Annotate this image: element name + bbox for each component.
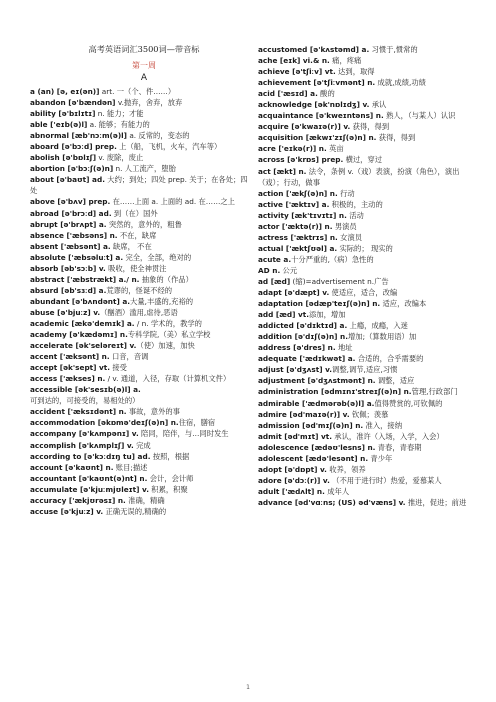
vocab-entry xyxy=(258,210,476,221)
entry-word: accumulate [ə'kjuːmjʊleɪt] v. xyxy=(30,484,149,494)
entry-word: acre ['eɪkə(r)] n. xyxy=(258,144,327,154)
entry-definition: 实际的； 现实的 xyxy=(337,243,393,253)
entry-definition: 推进，促进；前进 xyxy=(405,497,467,507)
entry-word: acknowledge [ək'nɒlɪdʒ] v. xyxy=(258,100,370,110)
entry-word: able ['eɪb(ə)l] xyxy=(30,120,88,130)
vocab-entry xyxy=(30,384,250,406)
entry-word: acquire [ə'kwaɪə(r)] v. xyxy=(258,122,351,132)
vocab-entry xyxy=(258,420,476,431)
entry-definition: 接受 xyxy=(110,363,127,373)
entry-word: about [ə'baʊt] ad. xyxy=(30,175,105,185)
entry-definition: 达到，取得 xyxy=(335,67,375,77)
vocab-entry xyxy=(258,232,476,243)
vocab-entry xyxy=(30,428,250,439)
entry-definition: 会计，会计师 xyxy=(147,473,194,483)
vocab-entry xyxy=(30,263,250,274)
entry-definition: 调整，适应 xyxy=(375,376,415,386)
entry-word: abortion [ə'bɔːʃ(ə)n] xyxy=(30,164,114,174)
entry-definition: 住宿，膳宿 xyxy=(178,418,216,428)
entry-definition: 青少年 xyxy=(368,453,393,463)
vocab-entry xyxy=(258,265,476,276)
vocab-entry xyxy=(258,166,476,188)
entry-definition: art. 一（个、件……） xyxy=(99,87,176,96)
entry-word: academic [ækə'demɪk] a. xyxy=(30,318,135,328)
vocab-entry xyxy=(258,364,476,375)
vocab-entry xyxy=(258,309,476,320)
vocab-entry xyxy=(258,254,476,265)
entry-word: activity [æk'tɪvɪtɪ] n. xyxy=(258,210,347,220)
entry-definition: 完成 xyxy=(133,440,151,450)
vocab-entry xyxy=(30,97,250,108)
vocab-entry xyxy=(258,431,476,442)
entry-definition: 承认 xyxy=(369,100,387,110)
vocab-entry xyxy=(30,230,250,241)
vocab-entry xyxy=(30,174,250,196)
entry-word: adolescence [ædəʊ'lesns] n. xyxy=(258,442,376,452)
entry-definition: 行动 xyxy=(337,188,355,198)
entry-definition: 钦佩；羡慕 xyxy=(349,409,389,419)
entry-definition: 可到达的，可接受的，易相处的） xyxy=(30,396,140,406)
vocab-entry xyxy=(30,406,250,417)
entry-word: absent ['æbsənt] a. xyxy=(30,241,111,251)
entry-definition: 事故，意外的事 xyxy=(126,407,180,417)
entry-word: accessible [ək'sesɪb(ə)l] a. xyxy=(30,385,141,395)
vocab-entry xyxy=(30,219,250,230)
entry-word: admission [əd'mɪʃ(ə)n] n. xyxy=(258,420,364,430)
vocab-entry xyxy=(258,110,476,121)
vocab-entry xyxy=(30,351,250,362)
entry-definition: (缩)=advertisement n.广告 xyxy=(290,276,389,286)
entry-definition: 获得，得到 xyxy=(376,133,416,143)
vocab-entry xyxy=(30,373,250,384)
entry-definition: 青春，青春期 xyxy=(375,442,422,452)
entry-word: abstract ['æbstrækt] a./ n. xyxy=(30,274,140,284)
entry-definition: 成就,成绩,功绩 xyxy=(375,78,426,88)
vocab-entry xyxy=(30,252,250,263)
entry-definition: 按照，根据 xyxy=(150,451,190,461)
entry-word: ability [ə'bɪlɪtɪ] xyxy=(30,109,96,119)
entry-word: accept [ək'sept] vt. xyxy=(30,363,111,373)
vocab-entry xyxy=(258,77,476,88)
entry-definition: 荒谬的，怪诞不经的 xyxy=(106,285,173,295)
vocab-entry xyxy=(258,55,476,66)
entry-word: adult ['ædʌlt] n. xyxy=(258,486,325,496)
left-column xyxy=(30,86,250,517)
vocab-entry xyxy=(258,276,476,287)
vocab-entry xyxy=(30,340,250,351)
entry-definition: 管理,行政部门 xyxy=(411,387,458,397)
entry-definition: （不用于进行时）热爱，爱慕某人 xyxy=(329,475,442,485)
entry-definition: a. 反常的，变态的 xyxy=(127,131,190,141)
entry-definition: 专科学院,（美）私立学校 xyxy=(127,330,211,340)
entry-definition: 英亩 xyxy=(326,144,344,154)
vocab-entry xyxy=(258,221,476,232)
entry-definition: 上（船，飞机，火车，汽车等） xyxy=(116,142,222,152)
entry-word: absurd [əb'sɜːd] a. xyxy=(30,285,107,295)
entry-definition: 痛，疼痛 xyxy=(329,56,362,66)
entry-definition: 在……上面 a. 上面的 ad. 在……之上 xyxy=(110,197,235,207)
entry-definition: 大量,丰盛的,充裕的 xyxy=(130,296,194,306)
entry-definition: 成年人 xyxy=(324,486,350,496)
week-heading: 第一周 xyxy=(132,61,156,70)
vocab-entry xyxy=(30,163,250,174)
vocab-entry xyxy=(258,243,476,254)
entry-definition: 完全，全部，绝对的 xyxy=(123,252,192,262)
entry-word: admirable ['ædmərəb(ə)l] a. xyxy=(258,398,375,408)
vocab-entry xyxy=(30,506,250,517)
vocab-entry xyxy=(30,473,250,484)
entry-word: adapt [ə'dæpt] v. xyxy=(258,288,330,298)
entry-word: absence ['æbsəns] n. xyxy=(30,230,118,240)
vocab-entry xyxy=(258,486,476,497)
vocab-entry xyxy=(30,495,250,506)
entry-word: advance [əd'vɑːns; (US) əd'væns] v. xyxy=(258,497,406,507)
entry-definition: 突然的，意外的，粗鲁 xyxy=(106,219,182,229)
entry-definition: （酗酒）滥用,虐待,恶语 xyxy=(100,307,178,317)
entry-definition: 活动 xyxy=(346,210,364,220)
vocab-entry xyxy=(258,154,476,165)
vocab-entry xyxy=(258,409,476,420)
entry-definition: （使）加速，加快 xyxy=(136,341,195,351)
entry-definition: 积极的，主动的 xyxy=(329,199,383,209)
entry-definition: 习惯于,惯常的 xyxy=(369,45,418,54)
vocab-entry xyxy=(258,342,476,353)
entry-word: addicted [ə'dɪktɪd] a. xyxy=(258,321,348,331)
entry-definition: a. 能够；有能力的 xyxy=(87,120,150,130)
vocab-entry xyxy=(30,241,250,252)
entry-word: absolute ['æbsəluːt] a. xyxy=(30,252,124,262)
entry-definition: 获得，得到 xyxy=(350,122,390,132)
entry-definition: 值得赞赏的,可钦佩的 xyxy=(374,398,443,408)
entry-word: abrupt [ə'brʌpt] a. xyxy=(30,219,107,229)
entry-definition: 准确，精确 xyxy=(125,495,165,505)
entry-word: abuse [ə'bjuːz] v. xyxy=(30,307,101,317)
entry-word: adjustment [ə'dʒʌstmənt] n. xyxy=(258,376,376,386)
entry-definition: 调整,调节,适应,习惯 xyxy=(332,365,398,375)
vocab-entry xyxy=(30,451,250,462)
entry-word: accuse [ə'kjuːz] v. xyxy=(30,506,104,516)
entry-word: abnormal [æb'nɔːm(ə)l] xyxy=(30,131,127,141)
entry-word: achieve [ə'tʃiːv] vt. xyxy=(258,67,336,77)
entry-definition: 使适应，适合，改编 xyxy=(329,288,398,298)
entry-definition: 大约；到处；四处 prep. 关于；在各处；四处 xyxy=(30,175,248,196)
vocab-entry xyxy=(258,331,476,342)
vocab-entry xyxy=(258,464,476,475)
vocab-entry xyxy=(258,453,476,464)
vocab-entry xyxy=(258,298,476,309)
entry-word: achievement [ə'tʃiːvmənt] n. xyxy=(258,78,376,88)
vocab-entry xyxy=(30,329,250,340)
entry-definition: 陪同，陪伴，与…同时发生 xyxy=(138,429,229,439)
entry-word: adequate ['ædɪkwət] a. xyxy=(258,354,356,364)
entry-word: a (an) [ə, eɪ(ən)] xyxy=(30,87,100,96)
entry-word: acquaintance [ə'kweɪntəns] n. xyxy=(258,111,384,121)
entry-definition: v.抛弃，舍弃，放弃 xyxy=(115,98,183,108)
entry-word: accommodation [əkɒmə'deɪʃ(ə)n] n. xyxy=(30,418,179,428)
entry-definition: 上瘾，成瘾，入迷 xyxy=(347,321,408,331)
entry-definition: 男演员 xyxy=(332,221,357,231)
entry-definition: n. 能力；才能 xyxy=(95,109,144,119)
vocab-entry xyxy=(30,208,250,219)
entry-word: access ['ækses] n. xyxy=(30,374,106,384)
entry-definition: 不在，缺席 xyxy=(117,230,157,240)
entry-word: absorb [əb'sɔːb] v. xyxy=(30,263,106,273)
entry-word: add [æd] vt. xyxy=(258,310,310,320)
entry-word: account [ə'kaʊnt] n. xyxy=(30,462,114,472)
entry-definition: 添加，增加 xyxy=(309,310,346,320)
vocab-entry xyxy=(30,318,250,329)
entry-definition: 合适的，合乎需要的 xyxy=(355,354,424,364)
entry-word: according to [ə'kɔːdɪŋ tu] ad. xyxy=(30,451,151,461)
vocab-entry xyxy=(30,307,250,318)
vocab-entry xyxy=(30,141,250,152)
entry-word: act [ækt] n. xyxy=(258,166,307,176)
entry-definition: 公元 xyxy=(280,265,298,275)
entry-word: accuracy ['ækjʊrəsɪ] n. xyxy=(30,495,126,505)
vocab-entry xyxy=(258,132,476,143)
vocab-entry xyxy=(30,196,250,207)
vocab-entry xyxy=(30,462,250,473)
vocab-entry xyxy=(258,375,476,386)
entry-word: accountant [ə'kaʊnt(ə)nt] n. xyxy=(30,473,148,483)
entry-definition: 适应，改编本 xyxy=(380,299,427,309)
entry-word: across [ə'krɒs] prep. xyxy=(258,155,344,165)
vocab-entry xyxy=(30,484,250,495)
entry-word: AD n. xyxy=(258,265,281,275)
vocab-entry xyxy=(258,386,476,397)
vocab-entry xyxy=(30,285,250,296)
entry-word: active ['æktɪv] a. xyxy=(258,199,330,209)
entry-word: abandon [ə'bændən] xyxy=(30,98,116,108)
entry-definition: 账目;描述 xyxy=(113,462,148,472)
vocab-entry xyxy=(30,274,250,285)
entry-word: accompany [ə'kʌmpənɪ] v. xyxy=(30,429,139,439)
entry-definition: 准入，接纳 xyxy=(363,420,403,430)
entry-definition: 到（在）国外 xyxy=(111,208,158,218)
entry-word: action ['ækʃ(ə)n] n. xyxy=(258,188,338,198)
document-title: 高考英语词汇3500词—带音标 xyxy=(88,44,200,54)
vocab-entry xyxy=(258,398,476,409)
entry-word: acid ['æsɪd] a. xyxy=(258,89,318,99)
entry-definition: n. 人工流产，堕胎 xyxy=(113,164,176,174)
entry-word: actor ['æktə(r)] n. xyxy=(258,221,333,231)
entry-word: accident ['æksɪdənt] n. xyxy=(30,407,127,417)
entry-word: academy [ə'kædəmɪ] n. xyxy=(30,330,128,340)
entry-word: admit [əd'mɪt] vt. xyxy=(258,431,332,441)
entry-word: abundant [ə'bʌndənt] a. xyxy=(30,296,131,306)
vocab-entry xyxy=(30,417,250,428)
vocab-entry xyxy=(30,86,250,97)
entry-definition: 十分严重的,（病）急性的 xyxy=(291,254,374,264)
entry-word: accent ['æksənt] n. xyxy=(30,352,110,362)
vocab-entry xyxy=(258,99,476,110)
entry-word: administration [ədmɪnɪ'streɪʃ(ə)n] n. xyxy=(258,387,412,397)
entry-word: aboard [ə'bɔːd] prep. xyxy=(30,142,117,152)
entry-word: adore [ə'dɔː(r)] v. xyxy=(258,475,330,485)
entry-definition: 女演员 xyxy=(337,232,363,242)
entry-definition: 增加;（算数用语）加 xyxy=(348,332,417,342)
entry-definition: 口音，音调 xyxy=(109,352,149,362)
vocab-entry xyxy=(258,143,476,154)
entry-word: abolish [ə'bɒlɪʃ] xyxy=(30,153,97,163)
entry-definition: 缺席， 不在 xyxy=(110,241,152,251)
vocab-entry xyxy=(258,88,476,99)
right-column xyxy=(258,44,476,508)
entry-word: addition [ə'dɪʃ(ə)n] n. xyxy=(258,332,349,342)
entry-word: acute a. xyxy=(258,254,292,264)
entry-word: actual ['æktʃʊəl] a. xyxy=(258,243,338,253)
entry-definition: 法令，条例 v.（戏）表演，扮演（角色），演出（戏）；行动，做事 xyxy=(258,166,460,187)
entry-word: adopt [ə'dɒpt] v. xyxy=(258,464,327,474)
entry-word: admire [əd'maɪə(r)] v. xyxy=(258,409,350,419)
vocab-entry xyxy=(30,108,250,119)
entry-word: address [ə'dres] n. xyxy=(258,343,336,353)
entry-definition: 酸的 xyxy=(317,89,335,99)
entry-definition: 收养，领养 xyxy=(326,464,366,474)
entry-word: accelerate [ək'seləreɪt] v. xyxy=(30,341,137,351)
vocab-entry xyxy=(258,66,476,77)
entry-definition: / n. 学术的，教学的 xyxy=(134,318,202,328)
entry-word: accomplish [ə'kʌmplɪʃ] v. xyxy=(30,440,134,450)
entry-word: abroad [ə'brɔːd] ad. xyxy=(30,208,112,218)
vocab-entry xyxy=(258,44,476,55)
entry-definition: 承认，准许（入场，入学，入会） xyxy=(331,431,444,441)
entry-definition: 积累，积聚 xyxy=(148,484,188,494)
entry-word: actress ['æktrɪs] n. xyxy=(258,232,338,242)
entry-definition: v. 废除，废止 xyxy=(96,153,144,163)
entry-definition: / v. 通道，入径，存取（计算机文件） xyxy=(105,374,231,384)
vocab-entry xyxy=(258,199,476,210)
vocab-entry xyxy=(30,362,250,373)
vocab-entry xyxy=(258,188,476,199)
entry-word: above [ə'bʌv] prep. xyxy=(30,197,111,207)
entry-word: ad [æd] xyxy=(258,276,291,286)
entry-word: adaptation [ədæp'teɪʃ(ə)n] n. xyxy=(258,299,381,309)
letter-heading: A xyxy=(140,73,148,83)
entry-word: accustomed [ə'kʌstəmd] a. xyxy=(258,45,370,54)
entry-word: adolescent [ædə'lesənt] n. xyxy=(258,453,369,463)
entry-word: acquisition [ækwɪ'zɪʃ(ə)n] n. xyxy=(258,133,377,143)
entry-word: adjust [ə'dʒʌst] v. xyxy=(258,365,333,375)
vocab-entry xyxy=(258,442,476,453)
vocab-entry xyxy=(258,497,476,508)
vocab-entry xyxy=(30,296,250,307)
entry-definition: 吸收，使全神贯注 xyxy=(105,263,167,273)
entry-definition: 地址 xyxy=(335,343,353,353)
vocab-entry xyxy=(258,121,476,132)
vocab-entry xyxy=(258,475,476,486)
vocab-entry xyxy=(30,119,250,130)
entry-definition: 抽象的（作品） xyxy=(139,274,193,284)
vocab-entry xyxy=(258,320,476,331)
entry-definition: 正确无误的,精确的 xyxy=(103,506,167,516)
entry-word: ache [eɪk] vi.& n. xyxy=(258,56,330,66)
vocab-entry xyxy=(258,353,476,364)
vocab-entry xyxy=(30,152,250,163)
entry-definition: 横过，穿过 xyxy=(343,155,383,165)
vocab-entry xyxy=(30,130,250,141)
page-number: 1 xyxy=(246,684,250,691)
entry-definition: 熟人，（与某人）认识 xyxy=(383,111,456,121)
vocab-entry xyxy=(30,440,250,451)
vocab-entry xyxy=(258,287,476,298)
